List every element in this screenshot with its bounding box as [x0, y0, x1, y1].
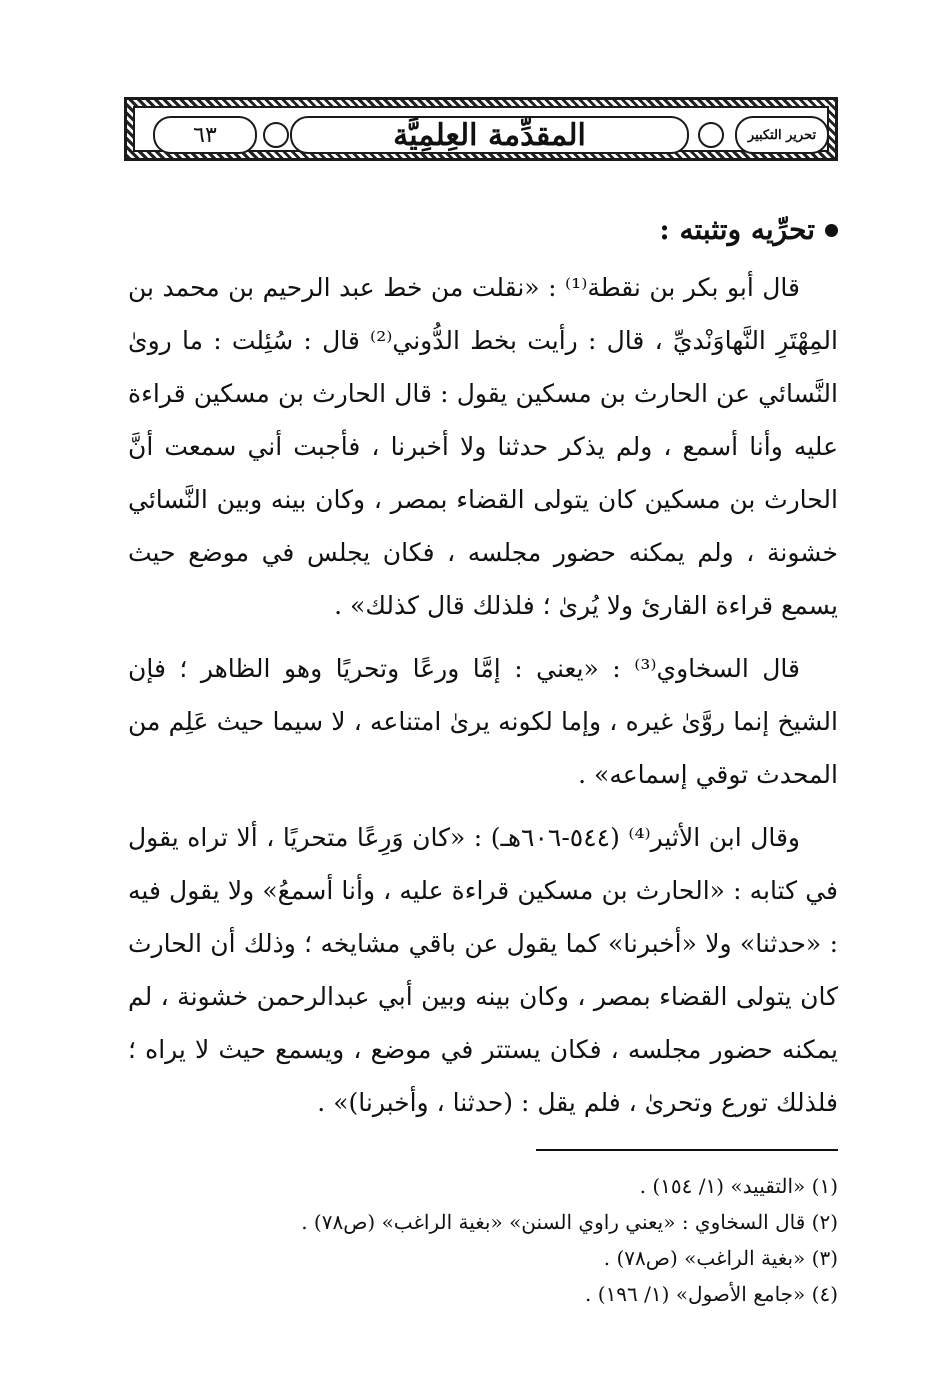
page-number-cartouche	[153, 116, 257, 154]
header-inner-border	[133, 106, 829, 152]
section-heading	[128, 205, 838, 255]
page-number: ٦٣	[193, 122, 217, 148]
main-text	[128, 205, 838, 1139]
page-header	[124, 97, 838, 161]
section-heading-text: تحرِّيه وتثبته :	[659, 213, 815, 246]
title-cartouche	[290, 116, 689, 154]
bullet-icon	[825, 224, 838, 237]
paragraph: قال السخاوي⁽³⁾ : «يعني : إمَّا ورعًا وتحريًا وهو الظاهر ؛ فإن الشيخ إنما روَّىٰ غيره ، وإما لكونه يرىٰ امتناعه ، لا سيما حيث عَلِم من المحدث توقي إسماعه» .	[128, 654, 838, 789]
footnote-divider	[536, 1149, 838, 1151]
running-title: المقدِّمة العِلمِيَّة	[393, 117, 586, 153]
ornament-icon	[698, 122, 724, 148]
footnote: (٢) قال السخاوي : «يعني راوي السنن» «بغية الراغب» (ص٧٨) .	[301, 1210, 838, 1234]
paragraph: وقال ابن الأثير⁽⁴⁾ (٥٤٤-٦٠٦هـ) : «كان وَرِعًا متحريًا ، ألا تراه يقول في كتابه : «الحارث بن مسكين قراءة عليه ، وأنا أسمعُ» ولا يقول فيه : «حدثنا» ولا «أخبرنا» كما يقول عن باقي مشايخه ؛ وذلك أن الحارث كان يتولى القضاء بمصر ، وكان بينه وبين أبي عبدالرحمن خشونة ، لم يمكنه حضور مجلسه ، فكان يستتر في موضع ، ويسمع حيث لا يراه ؛ فلذلك تورع وتحرىٰ ، فلم يقل : (حدثنا ، وأخبرنا)» .	[128, 823, 838, 1117]
footnotes	[128, 1168, 838, 1312]
footnote: (٣) «بغية الراغب» (ص٧٨) .	[603, 1246, 838, 1270]
paragraph: قال أبو بكر بن نقطة⁽¹⁾ : «نقلت من خط عبد الرحيم بن محمد بن المِهْتَرِ النَّهاوَنْديِّ ، قال : رأيت بخط الدُّوني⁽²⁾ قال : سُئِلت : ما روىٰ النَّسائي عن الحارث بن مسكين يقول : قال الحارث بن مسكين قراءة عليه وأنا أسمع ، ولم يذكر حدثنا ولا أخبرنا ، فأجبت أني سمعت أنَّ الحارث بن مسكين كان يتولى القضاء بمصر ، وكان بينه وبين النَّسائي خشونة ، ولم يمكنه حضور مجلسه ، فكان يجلس في موضع حيث يسمع قراءة القارئ ولا يُرىٰ ؛ فلذلك قال كذلك» .	[128, 273, 838, 620]
publisher-logo: تحرير التكبير	[747, 127, 817, 143]
footnote: (٤) «جامع الأصول» (١/ ١٩٦) .	[585, 1282, 838, 1306]
footnote: (١) «التقييد» (١/ ١٥٤) .	[639, 1174, 838, 1198]
ornament-icon	[263, 122, 289, 148]
logo-cartouche	[735, 116, 829, 154]
